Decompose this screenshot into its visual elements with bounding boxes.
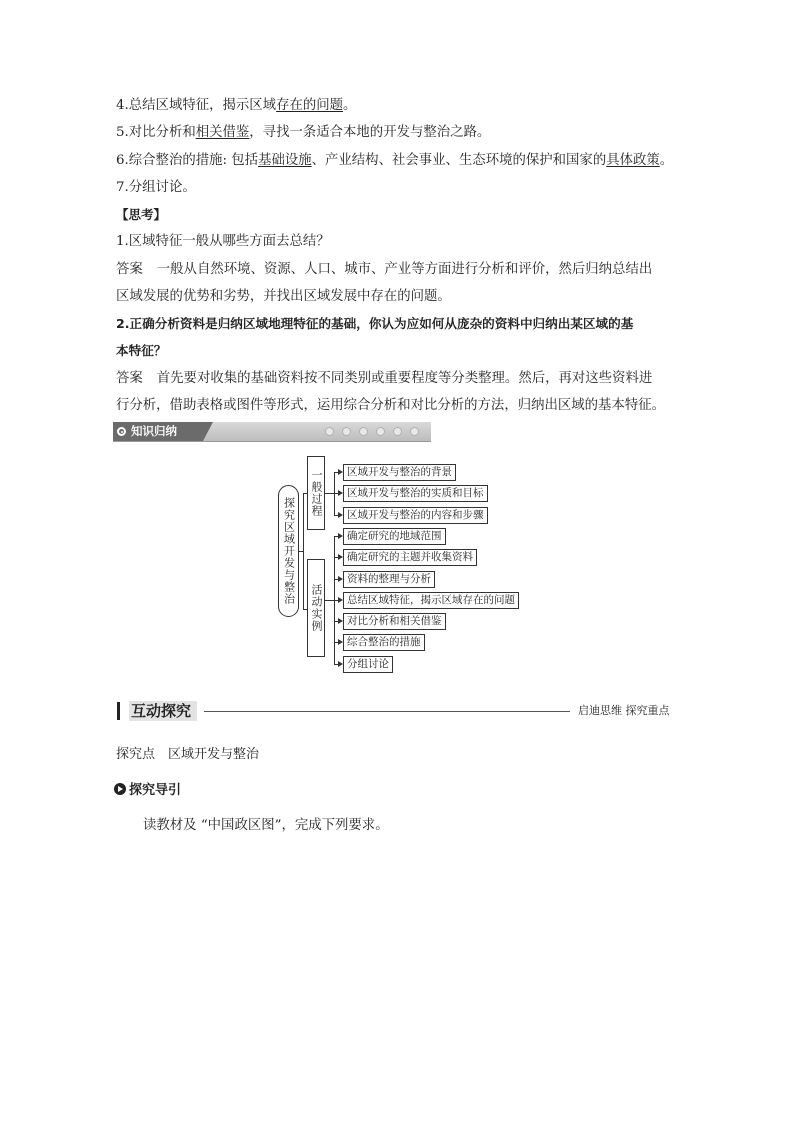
underlined-term: 基础设施 [258,153,312,168]
diagram-item: 总结区域特征，揭示区域存在的问题 [343,592,519,609]
diagram-item: 区域开发与整治的实质和目标 [343,485,488,502]
connector [325,493,334,494]
diagram-item: 确定研究的地域范围 [343,528,446,545]
explore-instruction: 读教材及 “中国政区图”，完成下列要求。 [143,818,389,833]
decor-dot-icon [410,427,419,436]
section-marker [117,702,120,720]
item-7: 7.分组讨论。 [116,180,196,195]
tab-corner [203,422,213,441]
underlined-term: 具体政策 [606,153,660,168]
knowledge-summary-bar [113,422,431,442]
answer-label: 答案 [116,371,143,386]
answer-2-line-1: 答案 首先要对收集的基础资料按不同类别或重要程度等分类整理。然后，再对这些资料进 [116,371,653,386]
section-tagline: 启迪思维 探究重点 [578,704,670,717]
question-2-line-1: 2.正确分析资料是归纳区域地理特征的基础，你认为应如何从庞杂的资料中归纳出某区域的基 [116,316,634,331]
diagram-item: 综合整治的措施 [343,634,425,651]
think-heading: 【思考】 [116,207,167,222]
connector [303,493,304,609]
explore-point: 探究点 区域开发与整治 [116,747,260,762]
diagram-item: 资料的整理与分析 [343,571,435,588]
diagram-item: 分组讨论 [343,656,393,673]
answer-1-line-2: 区域发展的优势和劣势，并找出区域发展中存在的问题。 [116,289,451,304]
item-4: 4.总结区域特征，揭示区域存在的问题。 [116,98,357,113]
item-5: 5.对比分析和相关借鉴，寻找一条适合本地的开发与整治之路。 [116,125,491,140]
diagram-root: 探究区域开发与整治 [278,485,299,617]
underlined-term: 存在的问题 [276,98,344,113]
answer-label: 答案 [116,262,143,277]
diagram-item: 区域开发与整治的内容和步骤 [343,507,488,524]
diagram-item: 对比分析和相关借鉴 [343,613,446,630]
item-6: 6.综合整治的措施: 包括基础设施、产业结构、社会事业、生态环境的保护和国家的具体政策。 [116,153,674,168]
decor-dot-icon [342,427,351,436]
question-2-line-2: 本特征？ [116,343,167,358]
decor-dot-icon [325,427,334,436]
section-title: 互动探究 [129,701,197,721]
underlined-term: 相关借鉴 [195,125,250,140]
group-general-process: 一般过程 [307,456,325,530]
play-icon [114,783,126,795]
target-icon [117,427,126,436]
section-divider [204,711,570,712]
knowledge-tab: 知识归纳 [113,422,203,441]
answer-1-line-1: 答案 一般从自然环境、资源、人口、城市、产业等方面进行分析和评价，然后归纳总结出 [116,262,653,277]
answer-2-line-2: 行分析，借助表格或图件等形式，运用综合分析和对比分析的方法，归纳出区域的基本特征。 [116,398,666,413]
decor-dot-icon [393,427,402,436]
diagram-item: 区域开发与整治的背景 [343,464,456,481]
decor-dot-icon [359,427,368,436]
diagram-item: 确定研究的主题并收集资料 [343,549,477,566]
connector [325,600,334,601]
explore-guide: 探究导引 [114,782,181,800]
group-activity-example: 活动实例 [307,559,325,657]
question-1: 1.区域特征一般从哪些方面去总结？ [116,234,330,249]
decor-dot-icon [376,427,385,436]
